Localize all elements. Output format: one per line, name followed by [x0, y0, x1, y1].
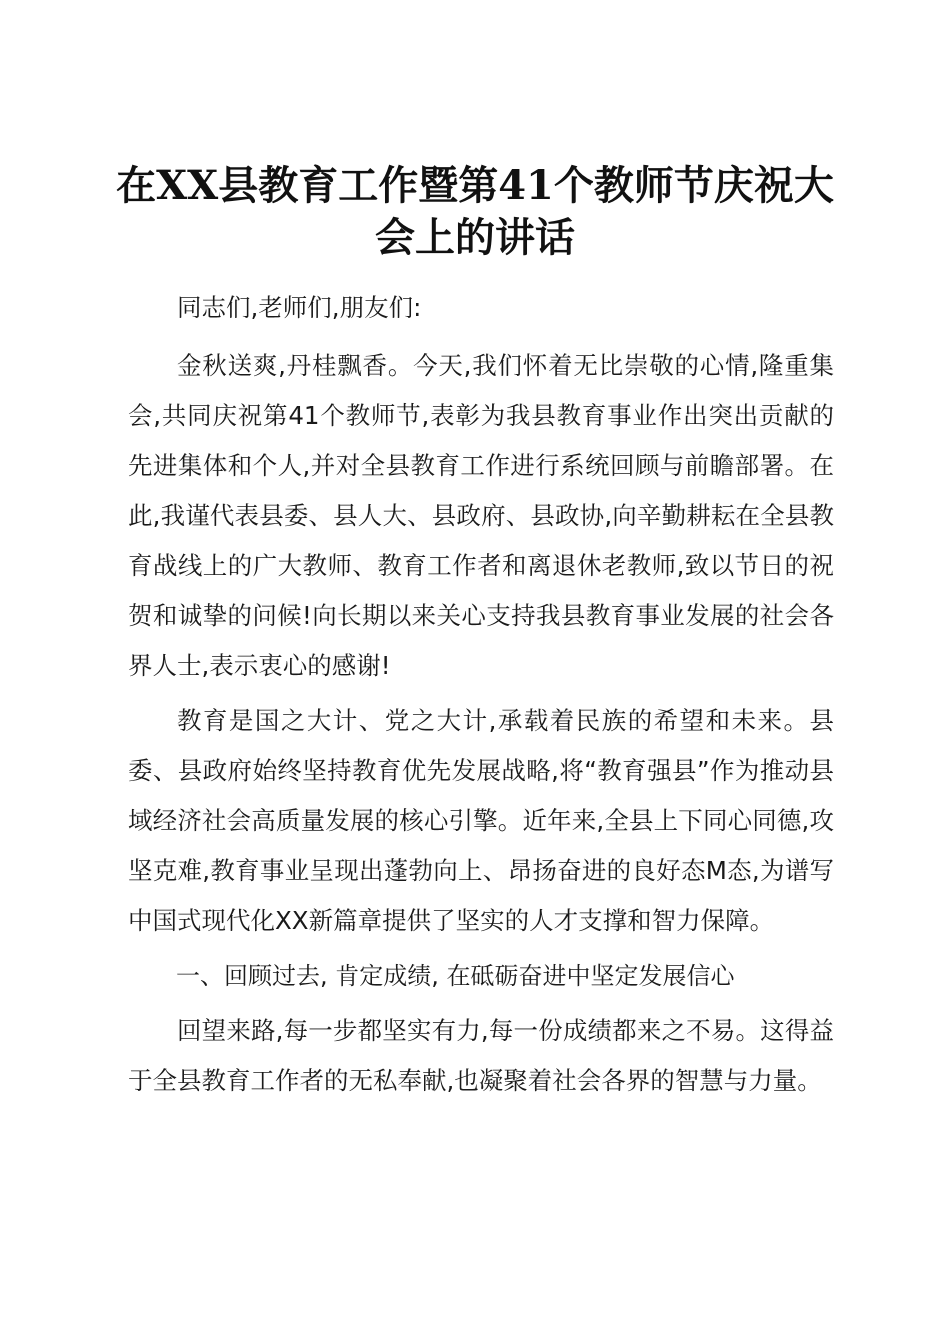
document-title: 在XX县教育工作暨第41个教师节庆祝大会上的讲话	[116, 162, 834, 261]
paragraph-education: 教育是国之大计、党之大计,承载着民族的希望和未来。县委、县政府始终坚持教育优先发展战略,将“教育强县”作为推动县域经济社会高质量发展的核心引擎。近年来,全县上下同心同德,攻坚克难,教育事业呈现出蓬勃向上、昂扬奋进的良好态M态,为谱写中国式现代化XX新篇章提供了坚实的人才支撑和智力保障。	[128, 706, 834, 935]
document-body	[128, 283, 834, 1111]
paragraph-opening: 金秋送爽,丹桂飘香。今天,我们怀着无比崇敬的心情,隆重集会,共同庆祝第41个教师节,表彰为我县教育事业作出突出贡献的先进集体和个人,并对全县教育工作进行系统回顾与前瞻部署。在此,我谨代表县委、县人大、县政府、县政协,向辛勤耕耘在全县教育战线上的广大教师、教育工作者和离退休老教师,致以节日的祝贺和诚挚的问候!向长期以来关心支持我县教育事业发展的社会各界人士,表示衷心的感谢!	[128, 351, 834, 680]
section-heading: 一、回顾过去, 肯定成绩, 在砥砺奋进中坚定发展信心	[176, 962, 735, 990]
greeting: 同志们,老师们,朋友们:	[177, 293, 422, 322]
paragraph-review: 回望来路,每一步都坚实有力,每一份成绩都来之不易。这得益于全县教育工作者的无私奉献,也凝聚着社会各界的智慧与力量。	[128, 1016, 834, 1095]
